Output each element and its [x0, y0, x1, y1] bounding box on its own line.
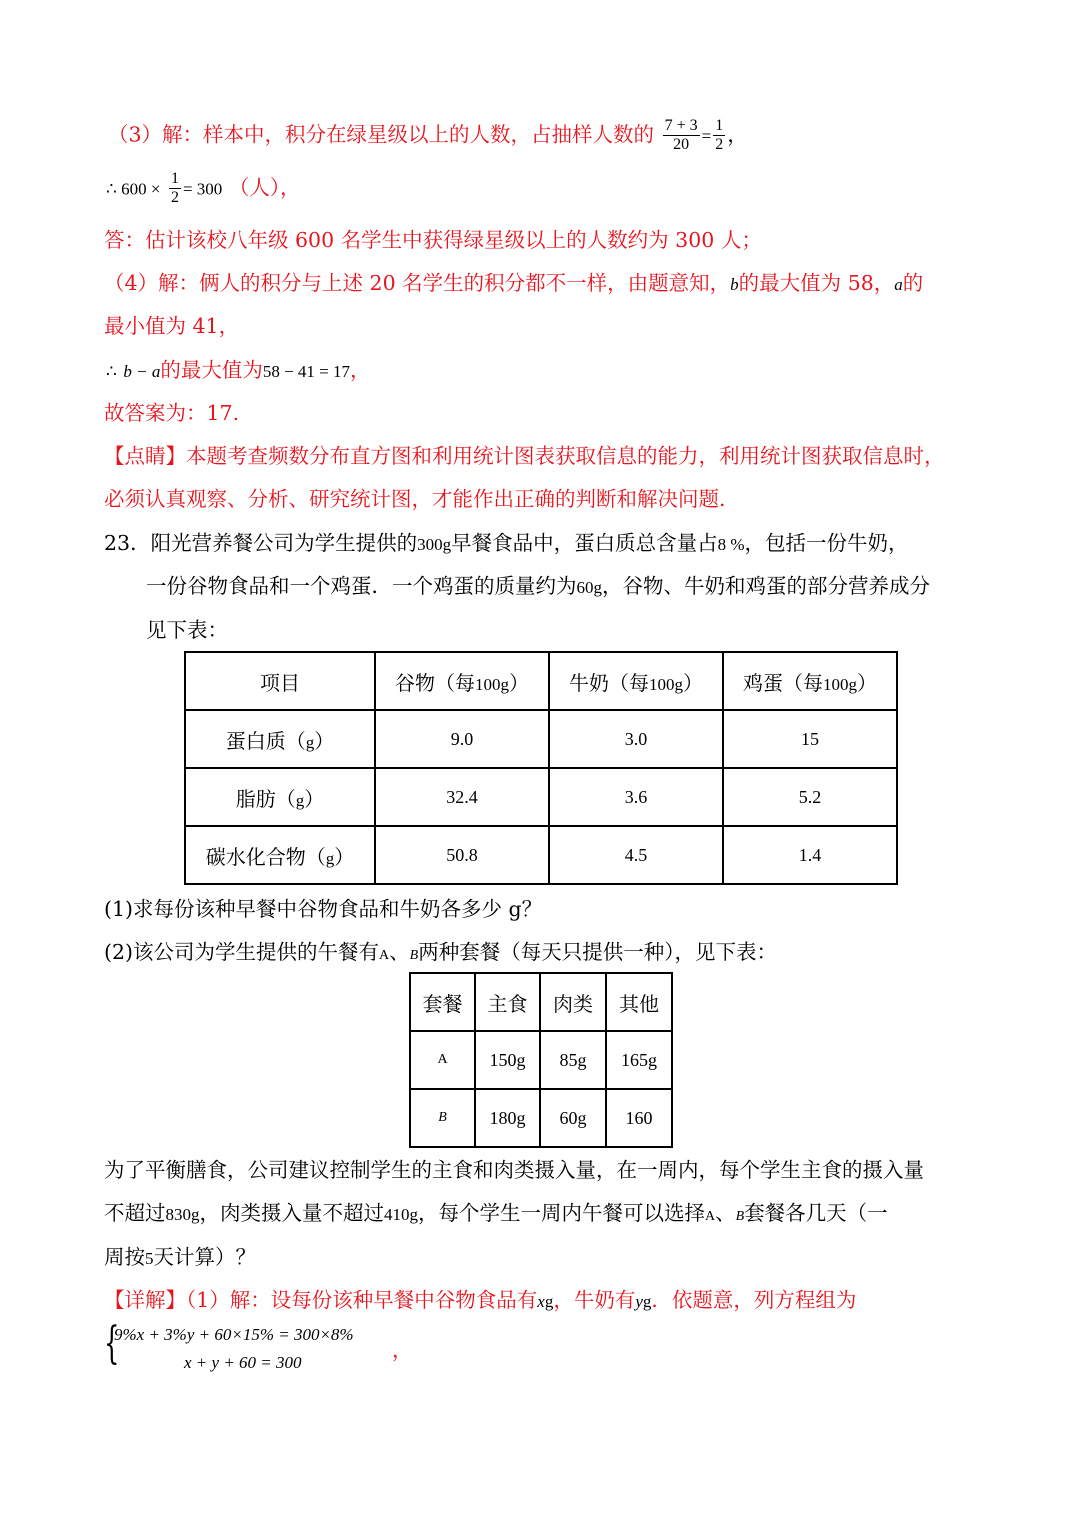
- row-label: [185, 768, 375, 826]
- s3-line: [108, 117, 748, 155]
- equation-tail: ，: [392, 1338, 413, 1362]
- table-row: [185, 826, 897, 884]
- table-cell: 9.0: [375, 710, 549, 768]
- s4-text: 的: [902, 271, 924, 295]
- equation-1: 9%x + 3%y + 60×15% = 300×8%: [114, 1325, 354, 1344]
- q23-line2: [146, 574, 930, 599]
- q-text: ，包括一份牛奶，: [744, 531, 909, 555]
- question-number: 23．: [104, 531, 151, 555]
- q-value: 410g: [384, 1205, 418, 1224]
- var-b: b: [730, 275, 739, 294]
- calc-value: 58 − 41 = 17: [262, 362, 351, 381]
- detail-text: ，牛奶有: [553, 1288, 636, 1312]
- frac-den: 20: [673, 136, 690, 154]
- frac-num: 1: [169, 170, 181, 189]
- q-text: ，谷物、牛奶和鸡蛋的部分营养成分: [602, 574, 930, 598]
- row-label: [185, 710, 375, 768]
- header-cell: [723, 652, 897, 710]
- calc-prefix: ∴ 600 ×: [106, 179, 161, 199]
- label-unit: g: [305, 732, 315, 752]
- paren-close: ）: [509, 670, 529, 695]
- label-unit: g: [295, 790, 305, 810]
- separator: 、: [389, 940, 410, 964]
- lunch-table: [409, 972, 673, 1148]
- label-text: 脂肪（: [235, 786, 296, 811]
- q-text: ，每个学生一周内午餐可以选择: [418, 1201, 705, 1225]
- s4-calc: [106, 358, 371, 383]
- q-text: 不超过: [104, 1201, 166, 1225]
- s4-text: 的最大值为: [160, 358, 263, 382]
- label-text: 蛋白质（: [225, 728, 306, 753]
- comment-line2: 必须认真观察、分析、研究统计图，才能作出正确的判断和解决问题.: [104, 487, 726, 511]
- frac-num: 1: [713, 117, 725, 136]
- paren-close: ）: [857, 670, 877, 695]
- q-value: 8 %: [717, 535, 745, 554]
- header-unit: 100g: [823, 674, 857, 694]
- header-cell: [549, 652, 723, 710]
- var-y: y: [635, 1292, 643, 1311]
- fraction-1-over-2: [713, 117, 725, 155]
- row-label: A: [410, 1031, 475, 1089]
- header-text: 牛奶（每: [569, 670, 649, 695]
- comma: ，: [727, 122, 748, 147]
- table-row: [410, 1089, 672, 1147]
- q-value: 60g: [576, 578, 602, 597]
- expr-b-minus-a: b − a: [123, 362, 161, 381]
- label-unit: g: [325, 848, 335, 868]
- table-row: [410, 1031, 672, 1089]
- table-header-row: [185, 652, 897, 710]
- table-row: [185, 768, 897, 826]
- header-cell: 套餐: [410, 973, 475, 1031]
- q-text: 天计算）？: [153, 1245, 256, 1269]
- set-a: A: [379, 948, 390, 963]
- header-cell: 项目: [185, 652, 375, 710]
- row-label: B: [410, 1089, 475, 1147]
- var-a: a: [894, 275, 903, 294]
- paren-close: ）: [314, 728, 335, 753]
- equals-sign: =: [701, 126, 712, 146]
- header-cell: [375, 652, 549, 710]
- unit-g: g: [642, 1292, 652, 1311]
- paren-close: ）: [683, 670, 703, 695]
- table-cell: 165g: [606, 1031, 672, 1089]
- set-b: B: [409, 948, 419, 963]
- table-cell: 50.8: [375, 826, 549, 884]
- detail-text: 【详解】（1）解：设每份该种早餐中谷物食品有: [104, 1288, 538, 1312]
- table-row: [185, 710, 897, 768]
- var-x: x: [537, 1292, 545, 1311]
- q-value: 5: [145, 1249, 154, 1268]
- s4-answer: 故答案为：17.: [104, 401, 240, 425]
- table-cell: 85g: [540, 1031, 606, 1089]
- q-value: 300g: [417, 535, 452, 554]
- row-label: [185, 826, 375, 884]
- q23-part2: [104, 940, 777, 965]
- table-cell: 60g: [540, 1089, 606, 1147]
- q23-line5: [104, 1201, 888, 1226]
- table-cell: 3.6: [549, 768, 723, 826]
- s4-line2: 最小值为 41，: [104, 314, 240, 338]
- detail-line: [104, 1288, 856, 1313]
- table-cell: 3.0: [549, 710, 723, 768]
- frac-den: 2: [715, 136, 724, 154]
- comment-line1: 【点睛】本题考查频数分布直方图和利用统计图表获取信息的能力，利用统计图获取信息时，: [104, 444, 945, 468]
- label-text: 碳水化合物（: [205, 844, 326, 869]
- q23-line3: 见下表：: [146, 618, 228, 642]
- table-cell: 15: [723, 710, 897, 768]
- table-cell: 32.4: [375, 768, 549, 826]
- set-b: B: [735, 1209, 745, 1224]
- q23-line4: 为了平衡膳食，公司建议控制学生的主食和肉类摄入量，在一周内，每个学生主食的摄入量: [104, 1158, 924, 1182]
- frac-den: 2: [170, 189, 179, 207]
- q-text: (2)该公司为学生提供的午餐有: [104, 940, 380, 964]
- nutrition-table: [184, 651, 898, 885]
- s4-text: 的最大值为 58，: [738, 271, 895, 295]
- s3-calc: [106, 170, 301, 208]
- q-text: 两种套餐（每天只提供一种），见下表：: [418, 940, 777, 964]
- therefore-sign: ∴: [106, 362, 117, 381]
- header-unit: 100g: [649, 674, 683, 694]
- unit-g: g: [544, 1292, 554, 1311]
- s3-label: （3）解：样本中，积分在绿星级以上的人数，占抽样人数的: [108, 122, 655, 147]
- frac-num: 7 + 3: [663, 117, 700, 136]
- table-header-row: [410, 973, 672, 1031]
- separator: 、: [715, 1201, 736, 1225]
- q-text: 阳光营养餐公司为学生提供的: [150, 531, 418, 555]
- comma: ，: [350, 358, 371, 382]
- table-cell: 4.5: [549, 826, 723, 884]
- table-cell: 5.2: [723, 768, 897, 826]
- set-a: A: [705, 1209, 716, 1224]
- fraction-7plus3-over-20: [663, 117, 700, 155]
- paren-close: ）: [304, 786, 325, 811]
- q-text: 一份谷物食品和一个鸡蛋．一个鸡蛋的质量约为: [146, 574, 577, 598]
- calc-result: = 300: [182, 179, 223, 199]
- paren-close: ）: [334, 844, 355, 869]
- table-cell: 180g: [475, 1089, 540, 1147]
- equation-2: x + y + 60 = 300: [184, 1353, 302, 1372]
- q23-part1: (1)求每份该种早餐中谷物食品和牛奶各多少 g？: [104, 897, 543, 921]
- table-cell: 1.4: [723, 826, 897, 884]
- s4-text: （4）解：俩人的积分与上述 20 名学生的积分都不一样，由题意知，: [104, 271, 731, 295]
- q-text: 早餐食品中，蛋白质总含量占: [451, 531, 718, 555]
- s3-answer: 答：估计该校八年级 600 名学生中获得绿星级以上的人数约为 300 人；: [104, 228, 762, 252]
- header-cell: 主食: [475, 973, 540, 1031]
- header-unit: 100g: [475, 674, 509, 694]
- fraction-1-over-2: [169, 170, 181, 208]
- s4-line1: [104, 271, 923, 296]
- table-cell: 160: [606, 1089, 672, 1147]
- q-text: ，肉类摄入量不超过: [199, 1201, 384, 1225]
- q-value: 830g: [165, 1205, 200, 1224]
- table-cell: 150g: [475, 1031, 540, 1089]
- q23-line6: [104, 1245, 256, 1270]
- system-brace: {: [104, 1318, 120, 1369]
- q-text: 套餐各几天（一: [744, 1201, 888, 1225]
- header-text: 谷物（每: [395, 670, 475, 695]
- detail-text: ．依题意，列方程组为: [651, 1288, 857, 1312]
- header-cell: 其他: [606, 973, 672, 1031]
- q23-line1: [104, 531, 909, 556]
- calc-unit: （人），: [228, 175, 301, 200]
- q-text: 周按: [104, 1245, 145, 1269]
- header-cell: 肉类: [540, 973, 606, 1031]
- header-text: 鸡蛋（每: [743, 670, 823, 695]
